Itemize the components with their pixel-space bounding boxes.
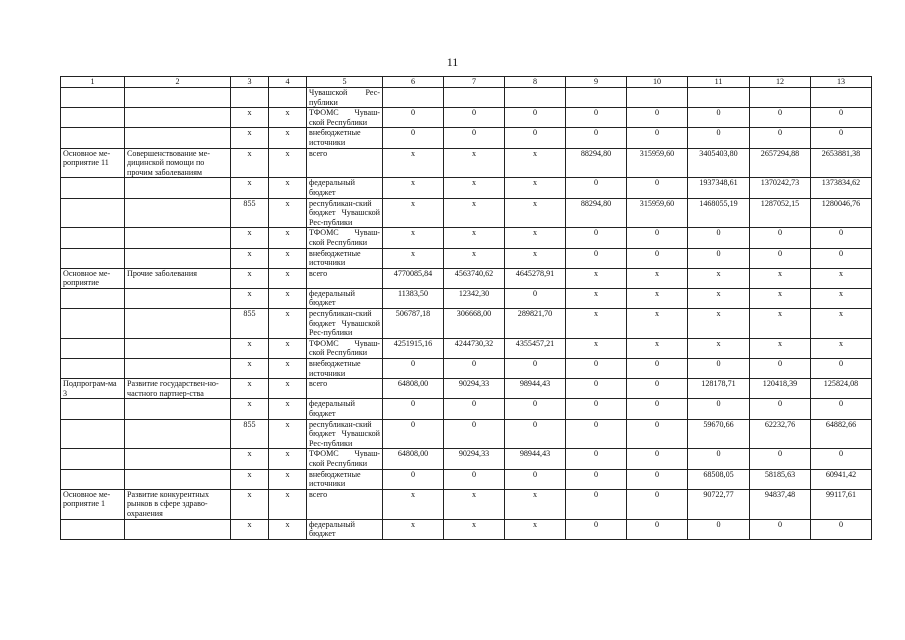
table-cell-col2 xyxy=(125,338,231,358)
table-cell-col1 xyxy=(61,359,125,379)
table-cell-col4: х xyxy=(269,309,307,339)
table-cell-col5: внебюджетные источники xyxy=(307,128,383,148)
table-cell-col13: 1280046,76 xyxy=(811,198,872,228)
table-row xyxy=(61,198,872,228)
table-cell-col9: 0 xyxy=(566,469,627,489)
table-cell-col5: федеральный бюджет xyxy=(307,399,383,419)
table-cell-col10: 315959,60 xyxy=(627,198,688,228)
table-cell-col12: 0 xyxy=(750,128,811,148)
table-cell-col6: 0 xyxy=(383,399,444,419)
table-cell-col2 xyxy=(125,519,231,539)
table-row xyxy=(61,148,872,178)
table-cell-col8: х xyxy=(505,228,566,248)
table-cell-col12: 94837,48 xyxy=(750,489,811,519)
table-cell-col1 xyxy=(61,469,125,489)
table-cell-col7: 4244730,32 xyxy=(444,338,505,358)
table-cell-col2 xyxy=(125,228,231,248)
table-cell-col12: х xyxy=(750,338,811,358)
table-cell-col11: 90722,77 xyxy=(688,489,750,519)
table-cell-col2 xyxy=(125,108,231,128)
table-cell-col8: 4355457,21 xyxy=(505,338,566,358)
table-cell-col2 xyxy=(125,178,231,198)
table-cell-col2 xyxy=(125,198,231,228)
table-cell-col13: 0 xyxy=(811,108,872,128)
table-cell-col13: х xyxy=(811,268,872,288)
table-cell-col4: х xyxy=(269,268,307,288)
table-cell-col13: х xyxy=(811,288,872,308)
table-cell-col9: 0 xyxy=(566,128,627,148)
table-cell-col8: 98944,43 xyxy=(505,379,566,399)
table-cell-col12: х xyxy=(750,309,811,339)
table-cell-col12: 0 xyxy=(750,449,811,469)
table-cell-col6: 0 xyxy=(383,419,444,449)
table-cell-col13: 0 xyxy=(811,128,872,148)
table-row xyxy=(61,489,872,519)
table-cell-col3: 855 xyxy=(231,309,269,339)
table-cell-col11: 3405403,80 xyxy=(688,148,750,178)
table-cell-col7: 0 xyxy=(444,108,505,128)
table-cell-col6: х xyxy=(383,519,444,539)
table-cell-col6: х xyxy=(383,228,444,248)
table-cell-col2 xyxy=(125,128,231,148)
table-cell-col6: 506787,18 xyxy=(383,309,444,339)
table-cell-col3: х xyxy=(231,178,269,198)
table-cell-col7: 90294,33 xyxy=(444,449,505,469)
table-cell-col3 xyxy=(231,88,269,108)
table-cell-col8: х xyxy=(505,148,566,178)
table-cell-col10: 0 xyxy=(627,108,688,128)
table-cell-col6: 4251915,16 xyxy=(383,338,444,358)
table-row xyxy=(61,469,872,489)
table-cell-col4: х xyxy=(269,419,307,449)
table-cell-col5: республикан-ский бюджет Чувашской Рес-публики xyxy=(307,309,383,339)
table-cell-col5: внебюджетные источники xyxy=(307,248,383,268)
table-cell-col10: 0 xyxy=(627,519,688,539)
table-cell-col10: 0 xyxy=(627,449,688,469)
table-cell-col1 xyxy=(61,449,125,469)
column-header-3: 3 xyxy=(231,77,269,88)
table-body xyxy=(61,88,872,540)
table-header xyxy=(61,77,872,88)
page-number: 11 xyxy=(446,55,459,69)
table-cell-col4: х xyxy=(269,128,307,148)
table-cell-col5: ТФОМС Чуваш-ской Республики xyxy=(307,228,383,248)
table-cell-col1 xyxy=(61,338,125,358)
table-row xyxy=(61,178,872,198)
table-cell-col9: 88294,80 xyxy=(566,198,627,228)
table-cell-col9: 0 xyxy=(566,178,627,198)
table-cell-col9: 0 xyxy=(566,419,627,449)
table-cell-col11: 68508,05 xyxy=(688,469,750,489)
table-cell-col3: х xyxy=(231,399,269,419)
table-cell-col1 xyxy=(61,108,125,128)
table-cell-col12: 62232,76 xyxy=(750,419,811,449)
table-cell-col11: 0 xyxy=(688,359,750,379)
table-cell-col4: х xyxy=(269,399,307,419)
table-cell-col3: х xyxy=(231,379,269,399)
table-cell-col6: 0 xyxy=(383,469,444,489)
table-cell-col10: х xyxy=(627,309,688,339)
table-cell-col4: х xyxy=(269,379,307,399)
table-cell-col11: х xyxy=(688,338,750,358)
table-row xyxy=(61,248,872,268)
table-cell-col1 xyxy=(61,128,125,148)
table-cell-col9: х xyxy=(566,268,627,288)
table-cell-col8: 0 xyxy=(505,469,566,489)
table-cell-col5: Чувашской Рес-публики xyxy=(307,88,383,108)
table-cell-col1 xyxy=(61,288,125,308)
table-cell-col6: 0 xyxy=(383,359,444,379)
table-cell-col7: х xyxy=(444,198,505,228)
table-cell-col7: х xyxy=(444,148,505,178)
table-cell-col1: Основное ме-роприятие 11 xyxy=(61,148,125,178)
table-cell-col11: 0 xyxy=(688,228,750,248)
table-cell-col7 xyxy=(444,88,505,108)
column-header-6: 6 xyxy=(383,77,444,88)
table-cell-col12: 1287052,15 xyxy=(750,198,811,228)
table-cell-col5: ТФОМС Чуваш-ской Республики xyxy=(307,449,383,469)
table-cell-col8: 98944,43 xyxy=(505,449,566,469)
column-header-12: 12 xyxy=(750,77,811,88)
table-cell-col2 xyxy=(125,359,231,379)
table-cell-col9: х xyxy=(566,338,627,358)
table-cell-col8: х xyxy=(505,178,566,198)
table-cell-col12: х xyxy=(750,288,811,308)
table-cell-col13: 0 xyxy=(811,399,872,419)
table-row xyxy=(61,338,872,358)
table-cell-col10: 0 xyxy=(627,469,688,489)
column-header-9: 9 xyxy=(566,77,627,88)
table-cell-col6: х xyxy=(383,178,444,198)
table-cell-col5: республикан-ский бюджет Чувашской Рес-публики xyxy=(307,198,383,228)
table-cell-col12: х xyxy=(750,268,811,288)
table-cell-col7: х xyxy=(444,519,505,539)
table-cell-col9 xyxy=(566,88,627,108)
table-cell-col10: 0 xyxy=(627,248,688,268)
table-cell-col1: Подпрограм-ма 3 xyxy=(61,379,125,399)
table-cell-col4: х xyxy=(269,449,307,469)
table-cell-col10: 0 xyxy=(627,128,688,148)
table-cell-col4: х xyxy=(269,469,307,489)
table-cell-col11: 1468055,19 xyxy=(688,198,750,228)
column-header-11: 11 xyxy=(688,77,750,88)
table-cell-col2 xyxy=(125,288,231,308)
table-cell-col5: республикан-ский бюджет Чувашской Рес-публики xyxy=(307,419,383,449)
table-cell-col13: 60941,42 xyxy=(811,469,872,489)
column-header-8: 8 xyxy=(505,77,566,88)
table-cell-col7: 0 xyxy=(444,399,505,419)
table-cell-col13: 0 xyxy=(811,248,872,268)
table-cell-col2 xyxy=(125,399,231,419)
table-cell-col3: х xyxy=(231,489,269,519)
table-cell-col9: 0 xyxy=(566,519,627,539)
table-cell-col11: х xyxy=(688,288,750,308)
table-cell-col5: ТФОМС Чуваш-ской Республики xyxy=(307,338,383,358)
table-cell-col5: федеральный бюджет xyxy=(307,178,383,198)
table-cell-col4 xyxy=(269,88,307,108)
table-cell-col12: 0 xyxy=(750,519,811,539)
table-cell-col6: 64808,00 xyxy=(383,379,444,399)
column-header-1: 1 xyxy=(61,77,125,88)
table-cell-col7: 4563740,62 xyxy=(444,268,505,288)
column-header-4: 4 xyxy=(269,77,307,88)
table-cell-col8: 0 xyxy=(505,288,566,308)
table-cell-col3: х xyxy=(231,148,269,178)
table-cell-col3: 855 xyxy=(231,198,269,228)
table-cell-col3: х xyxy=(231,359,269,379)
table-cell-col2 xyxy=(125,309,231,339)
table-cell-col7: х xyxy=(444,248,505,268)
table-cell-col2 xyxy=(125,469,231,489)
table-cell-col9: 0 xyxy=(566,248,627,268)
table-cell-col5: ТФОМС Чуваш-ской Республики xyxy=(307,108,383,128)
table-cell-col9: 0 xyxy=(566,489,627,519)
table-cell-col2 xyxy=(125,248,231,268)
table-row xyxy=(61,228,872,248)
table-cell-col12: 0 xyxy=(750,108,811,128)
table-cell-col10: 0 xyxy=(627,178,688,198)
table-cell-col6: 0 xyxy=(383,108,444,128)
table-cell-col9: 0 xyxy=(566,399,627,419)
table-cell-col1 xyxy=(61,309,125,339)
table-row xyxy=(61,449,872,469)
table-cell-col2: Прочие заболевания xyxy=(125,268,231,288)
table-cell-col3: х xyxy=(231,248,269,268)
table-cell-col6: х xyxy=(383,489,444,519)
table-cell-col4: х xyxy=(269,519,307,539)
table-cell-col12 xyxy=(750,88,811,108)
table-cell-col9: 88294,80 xyxy=(566,148,627,178)
table-cell-col1 xyxy=(61,178,125,198)
column-header-7: 7 xyxy=(444,77,505,88)
table-cell-col5: всего xyxy=(307,148,383,178)
column-number-row xyxy=(61,77,872,88)
table-cell-col13: 99117,61 xyxy=(811,489,872,519)
table-cell-col4: х xyxy=(269,108,307,128)
table-row xyxy=(61,379,872,399)
table-cell-col3: 855 xyxy=(231,419,269,449)
table-cell-col3: х xyxy=(231,449,269,469)
table-cell-col10: 0 xyxy=(627,359,688,379)
table-cell-col10: х xyxy=(627,288,688,308)
table-cell-col3: х xyxy=(231,108,269,128)
column-header-5: 5 xyxy=(307,77,383,88)
table-cell-col11: 0 xyxy=(688,519,750,539)
table-cell-col11: 59670,66 xyxy=(688,419,750,449)
table-cell-col9: 0 xyxy=(566,228,627,248)
table-cell-col11: 0 xyxy=(688,449,750,469)
table-cell-col8: 0 xyxy=(505,399,566,419)
table-cell-col5: внебюджетные источники xyxy=(307,359,383,379)
table-cell-col7: 0 xyxy=(444,419,505,449)
table-cell-col3: х xyxy=(231,228,269,248)
table-cell-col8: х xyxy=(505,248,566,268)
table-cell-col6: 4770085,84 xyxy=(383,268,444,288)
table-cell-col10: 0 xyxy=(627,419,688,449)
table-cell-col4: х xyxy=(269,288,307,308)
table-row xyxy=(61,288,872,308)
table-cell-col3: х xyxy=(231,268,269,288)
table-cell-col7: 0 xyxy=(444,128,505,148)
table-row xyxy=(61,268,872,288)
table-cell-col13: 0 xyxy=(811,228,872,248)
table-cell-col10: 0 xyxy=(627,228,688,248)
column-header-2: 2 xyxy=(125,77,231,88)
table-cell-col10: х xyxy=(627,268,688,288)
table-cell-col8: 0 xyxy=(505,359,566,379)
table-cell-col7: 12342,30 xyxy=(444,288,505,308)
table-row xyxy=(61,88,872,108)
table-cell-col12: 0 xyxy=(750,359,811,379)
table-cell-col7: 0 xyxy=(444,469,505,489)
table-row xyxy=(61,128,872,148)
table-cell-col12: 2657294,88 xyxy=(750,148,811,178)
table-cell-col8: 289821,70 xyxy=(505,309,566,339)
table-cell-col9: х xyxy=(566,309,627,339)
table-cell-col12: 120418,39 xyxy=(750,379,811,399)
table-cell-col4: х xyxy=(269,248,307,268)
table-cell-col4: х xyxy=(269,489,307,519)
table-cell-col2: Развитие конкурентных рынков в сфере здраво-охранения xyxy=(125,489,231,519)
table-cell-col2: Совершенствование ме-дицинской помощи по прочим заболеваниям xyxy=(125,148,231,178)
table-cell-col12: 0 xyxy=(750,399,811,419)
table-cell-col5: федеральный бюджет xyxy=(307,288,383,308)
table-cell-col13: 0 xyxy=(811,519,872,539)
table-cell-col1 xyxy=(61,88,125,108)
table-cell-col7: 0 xyxy=(444,359,505,379)
table-row xyxy=(61,108,872,128)
table-cell-col2: Развитие государствен-но-частного партнер-ства xyxy=(125,379,231,399)
table-cell-col12: 0 xyxy=(750,248,811,268)
table-cell-col3: х xyxy=(231,338,269,358)
table-cell-col4: х xyxy=(269,178,307,198)
table-cell-col12: 1370242,73 xyxy=(750,178,811,198)
table-cell-col13: х xyxy=(811,309,872,339)
table-cell-col6: 0 xyxy=(383,128,444,148)
table-cell-col5: федеральный бюджет xyxy=(307,519,383,539)
table-cell-col6: х xyxy=(383,198,444,228)
table-cell-col11: 0 xyxy=(688,248,750,268)
table-cell-col4: х xyxy=(269,198,307,228)
table-cell-col1 xyxy=(61,198,125,228)
table-cell-col7: х xyxy=(444,228,505,248)
table-cell-col1 xyxy=(61,228,125,248)
table-cell-col9: 0 xyxy=(566,379,627,399)
table-cell-col13: 0 xyxy=(811,359,872,379)
column-header-10: 10 xyxy=(627,77,688,88)
table-cell-col9: 0 xyxy=(566,359,627,379)
table-cell-col8: 0 xyxy=(505,419,566,449)
table-cell-col1 xyxy=(61,519,125,539)
table-cell-col10: 0 xyxy=(627,489,688,519)
table-cell-col10: 0 xyxy=(627,399,688,419)
table-cell-col11: 0 xyxy=(688,128,750,148)
table-cell-col8: х xyxy=(505,198,566,228)
budget-table xyxy=(60,76,872,540)
table-cell-col2 xyxy=(125,88,231,108)
table-cell-col11: 0 xyxy=(688,108,750,128)
table-cell-col4: х xyxy=(269,338,307,358)
table-row xyxy=(61,309,872,339)
table-cell-col2 xyxy=(125,449,231,469)
table-cell-col5: всего xyxy=(307,379,383,399)
table-cell-col8: х xyxy=(505,519,566,539)
table-cell-col9: х xyxy=(566,288,627,308)
table-cell-col11: 0 xyxy=(688,399,750,419)
table-cell-col6 xyxy=(383,88,444,108)
table-cell-col9: 0 xyxy=(566,108,627,128)
table-cell-col6: 64808,00 xyxy=(383,449,444,469)
table-cell-col4: х xyxy=(269,228,307,248)
table-cell-col11: х xyxy=(688,268,750,288)
table-cell-col8: х xyxy=(505,489,566,519)
table-cell-col4: х xyxy=(269,359,307,379)
table-cell-col9: 0 xyxy=(566,449,627,469)
table-cell-col12: 0 xyxy=(750,228,811,248)
table-cell-col12: 58185,63 xyxy=(750,469,811,489)
table-cell-col5: всего xyxy=(307,268,383,288)
table-cell-col11: 128178,71 xyxy=(688,379,750,399)
table-cell-col11 xyxy=(688,88,750,108)
table-cell-col6: х xyxy=(383,248,444,268)
table-cell-col13: 125824,08 xyxy=(811,379,872,399)
table-cell-col5: внебюджетные источники xyxy=(307,469,383,489)
table-cell-col6: 11383,50 xyxy=(383,288,444,308)
table-cell-col13: х xyxy=(811,338,872,358)
table-cell-col3: х xyxy=(231,519,269,539)
table-row xyxy=(61,399,872,419)
table-cell-col11: х xyxy=(688,309,750,339)
table-cell-col3: х xyxy=(231,288,269,308)
table-cell-col13 xyxy=(811,88,872,108)
table-cell-col7: х xyxy=(444,178,505,198)
table-cell-col10: 315959,60 xyxy=(627,148,688,178)
table-cell-col6: х xyxy=(383,148,444,178)
table-cell-col13: 2653881,38 xyxy=(811,148,872,178)
table-cell-col1 xyxy=(61,248,125,268)
table-cell-col10: 0 xyxy=(627,379,688,399)
table-cell-col5: всего xyxy=(307,489,383,519)
table-cell-col11: 1937348,61 xyxy=(688,178,750,198)
table-cell-col1: Основное ме-роприятие xyxy=(61,268,125,288)
table-row xyxy=(61,359,872,379)
table-cell-col1 xyxy=(61,399,125,419)
table-cell-col8: 0 xyxy=(505,128,566,148)
table-cell-col3: х xyxy=(231,128,269,148)
table-cell-col1 xyxy=(61,419,125,449)
table-cell-col10: х xyxy=(627,338,688,358)
table-cell-col1: Основное ме-роприятие 1 xyxy=(61,489,125,519)
table-cell-col2 xyxy=(125,419,231,449)
table-cell-col8: 4645278,91 xyxy=(505,268,566,288)
table-row xyxy=(61,519,872,539)
table-cell-col8 xyxy=(505,88,566,108)
table-cell-col10 xyxy=(627,88,688,108)
table-cell-col7: х xyxy=(444,489,505,519)
table-cell-col13: 0 xyxy=(811,449,872,469)
table-cell-col7: 306668,00 xyxy=(444,309,505,339)
table-cell-col13: 1373834,62 xyxy=(811,178,872,198)
table-cell-col13: 64882,66 xyxy=(811,419,872,449)
table-cell-col7: 90294,33 xyxy=(444,379,505,399)
table-cell-col4: х xyxy=(269,148,307,178)
table-row xyxy=(61,419,872,449)
table-cell-col8: 0 xyxy=(505,108,566,128)
column-header-13: 13 xyxy=(811,77,872,88)
table-cell-col3: х xyxy=(231,469,269,489)
